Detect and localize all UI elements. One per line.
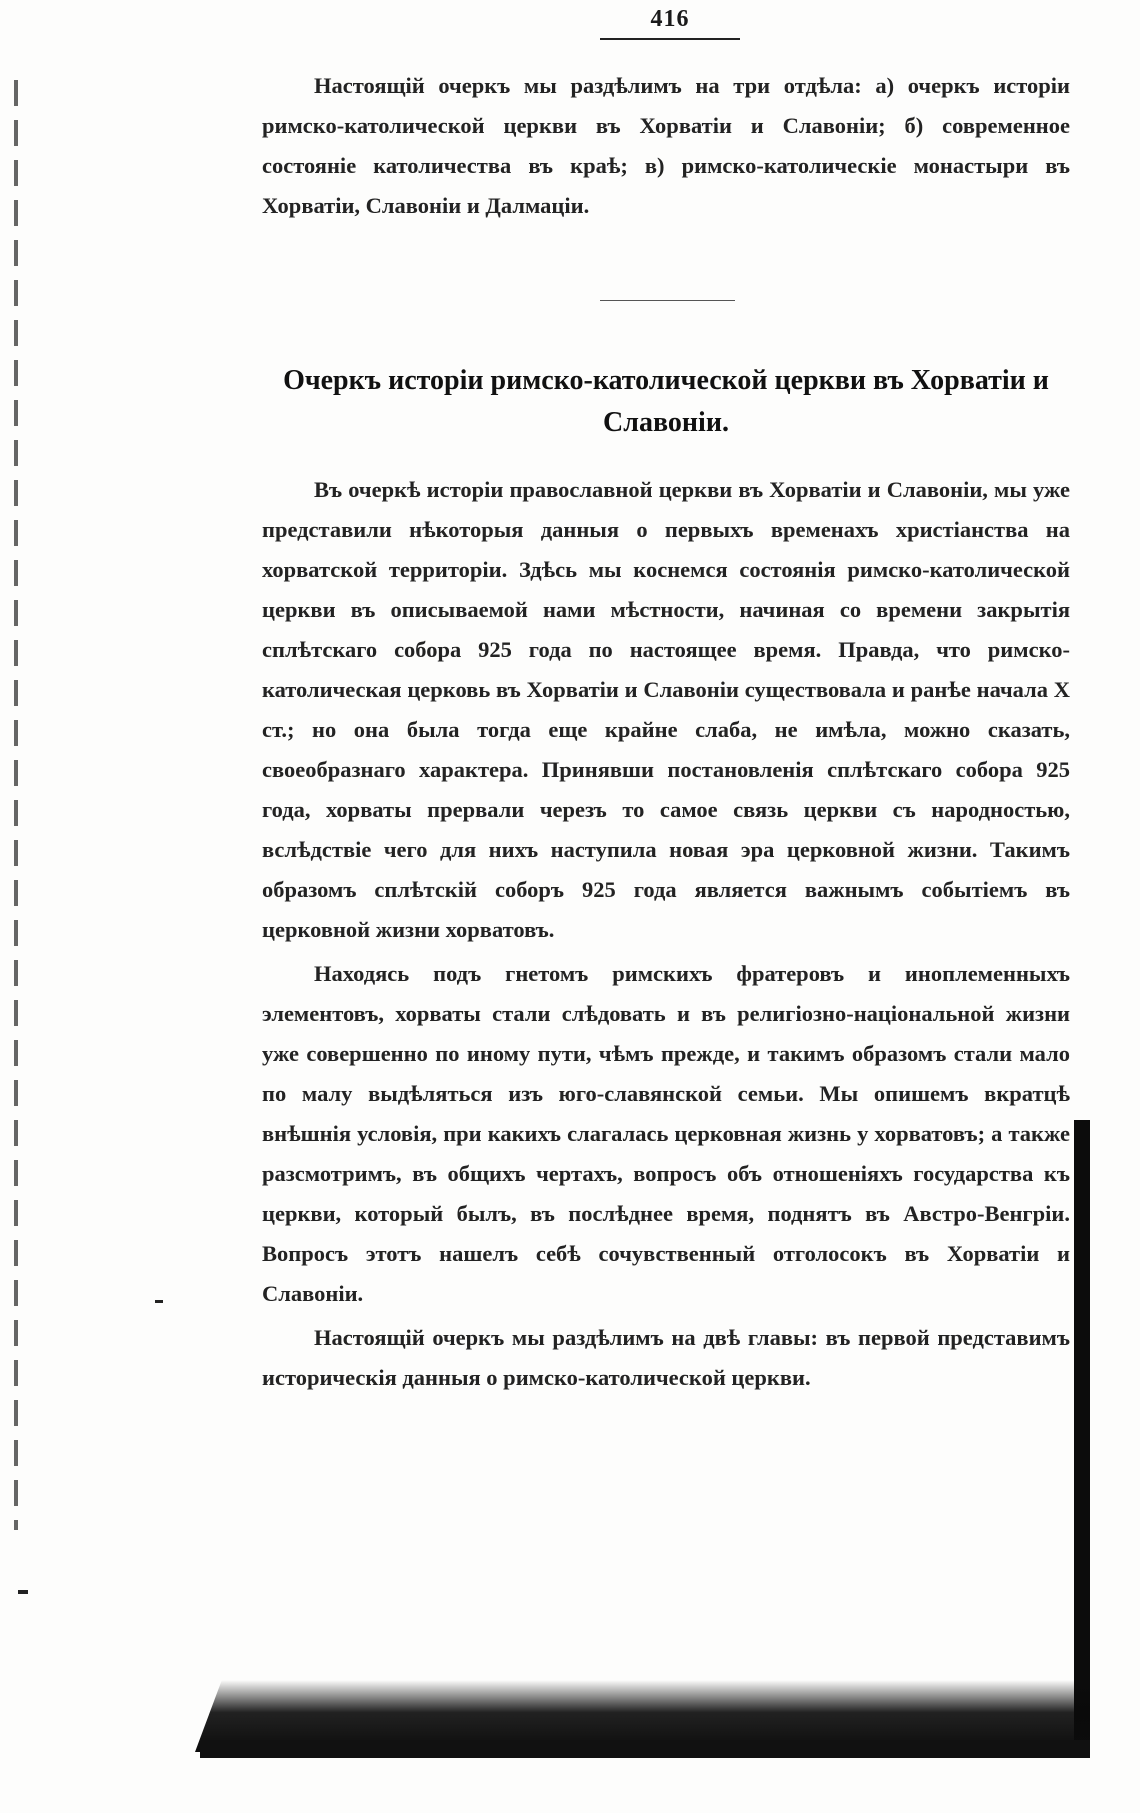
scan-speck [18,1590,28,1594]
scan-speck [155,1300,163,1303]
page-number: 416 [650,6,690,32]
body-paragraph-1: Въ очеркѣ исторіи православной церкви въ Хорватіи и Славоніи, мы уже представили нѣкоторыя данныя о первыхъ временахъ христіанства на хорватской территоріи. Здѣсь мы коснемся состоянія римско-католической церкви въ описываемой нами мѣстности, начиная со времени закрытія сплѣтскаго собора 925 года по настоящее время. Правда, что римско-католическая церковь въ Хорватіи и Славоніи существовала и ранѣе начала X ст.; но она была тогда еще крайне слаба, не имѣла, можно сказать, своеобразнаго характера. Принявши постановленія сплѣтскаго собора 925 года, хорваты прервали черезъ то самое связь церкви съ народностью, вслѣдствіе чего для нихъ наступила новая эра церковной жизни. Такимъ образомъ сплѣтскій соборъ 925 года является важнымъ событіемъ въ церковной жизни хорватовъ. [262,477,1070,942]
section-separator [600,300,735,301]
scan-right-shadow [1074,1120,1090,1752]
scan-bottom-edge [200,1740,1090,1758]
body-text [262,470,1070,1398]
body-paragraph-2: Находясь подъ гнетомъ римскихъ фратеровъ и иноплеменныхъ элементовъ, хорваты стали слѣдовать и въ религіозно-національной жизни уже совершенно по иному пути, чѣмъ прежде, и такимъ образомъ стали мало по малу выдѣляться изъ юго-славянской семьи. Мы опишемъ вкратцѣ внѣшнія условія, при какихъ слагалась церковная жизнь у хорватовъ; а также разсмотримъ, въ общихъ чертахъ, вопросъ объ отношеніяхъ государства къ церкви, который былъ, въ послѣднее время, поднятъ въ Австро-Венгріи. Вопросъ этотъ нашелъ себѣ сочувственный отголосокъ въ Хорватіи и Славоніи. [262,961,1070,1306]
scan-left-edge-artifact [14,80,18,1530]
body-paragraph-3: Настоящій очеркъ мы раздѣлимъ на двѣ главы: въ первой представимъ историческія данныя о римско-католической церкви. [262,1325,1070,1390]
page-number-underline [600,38,740,40]
section-heading: Очеркъ исторіи римско-католической церкви въ Хорватіи и Славоніи. [283,365,1049,438]
intro-text [262,66,1070,226]
intro-paragraph: Настоящій очеркъ мы раздѣлимъ на три отдѣла: а) очеркъ исторіи римско-католической церкви въ Хорватіи и Славоніи; б) современное состояніе католичества въ краѣ; в) римско-католическіе монастыри въ Хорватіи, Славоніи и Далмаціи. [262,73,1070,218]
